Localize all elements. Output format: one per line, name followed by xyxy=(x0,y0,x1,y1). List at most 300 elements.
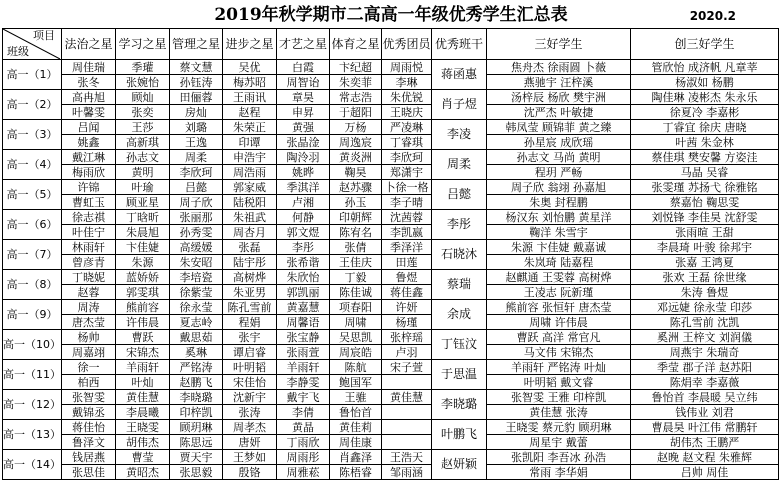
table-cell: 田莲 xyxy=(382,255,432,270)
header-sports-star: 体育之星 xyxy=(330,29,382,60)
table-cell: 房灿 xyxy=(170,105,223,120)
monitor-cell: 石晓沐 xyxy=(432,240,487,270)
monitor-cell: 李晓璐 xyxy=(432,390,487,420)
table-cell: 柏西 xyxy=(62,375,116,390)
table-row xyxy=(3,315,779,330)
table-cell: 叶瑜 xyxy=(116,180,170,195)
table-cell: 张冬 xyxy=(62,75,116,90)
table-cell: 赵麒通 王雯蓉 高树烨 xyxy=(487,270,631,285)
table-cell: 鲁煜 xyxy=(382,270,432,285)
table-row xyxy=(3,375,779,390)
table-cell: 马晶 吴睿 xyxy=(631,165,779,180)
table-cell: 许锦 xyxy=(62,180,116,195)
page-title: 2019年秋学期市二高高一年级优秀学生汇总表 xyxy=(214,5,568,25)
table-row xyxy=(3,360,779,375)
table-cell: 夏志岭 xyxy=(170,315,223,330)
table-cell: 蔡嘉怡 鞠思雯 xyxy=(631,195,779,210)
table-cell: 程娟 xyxy=(223,315,277,330)
table-cell: 李凯嬴 xyxy=(382,225,432,240)
table-cell: 李晓璐 xyxy=(170,390,223,405)
monitor-cell: 李凌 xyxy=(432,120,487,150)
table-cell: 宋锦杰 xyxy=(116,345,170,360)
table-cell: 曹跃 高洋 常官凡 xyxy=(487,330,631,345)
table-cell: 奚洲 王梓文 刘润儀 xyxy=(631,330,779,345)
class-name-cell: 高一（2） xyxy=(3,90,62,120)
table-cell: 王晓雯 xyxy=(116,420,170,435)
table-cell: 钱居燕 xyxy=(62,450,116,465)
table-cell: 卞佳婕 xyxy=(116,240,170,255)
table-cell: 邹雨涵 xyxy=(382,465,432,480)
table-cell: 汤梓辰 杨欣 樊宇洲 xyxy=(487,90,631,105)
table-cell: 章昊 xyxy=(277,90,330,105)
table-row xyxy=(3,240,779,255)
table-cell: 王凌志 阮新瑾 xyxy=(487,285,631,300)
table-cell: 孙玉 xyxy=(330,195,382,210)
table-row xyxy=(3,285,779,300)
table-cell: 谭启睿 xyxy=(223,345,277,360)
table-cell: 周宸皓 xyxy=(330,345,382,360)
table-cell: 戴锦丞 xyxy=(62,405,116,420)
table-cell: 李静雯 xyxy=(277,375,330,390)
header-study-star: 学习之星 xyxy=(116,29,170,60)
table-cell: 卞纪超 xyxy=(330,60,382,75)
table-cell: 焦舟杰 徐雨圆 卜薇 xyxy=(487,60,631,75)
table-row xyxy=(3,195,779,210)
table-cell: 张晶淦 xyxy=(277,135,330,150)
table-cell: 许伟晨 xyxy=(116,315,170,330)
table-cell: 殷铬 xyxy=(223,465,277,480)
class-name-cell: 高一（6） xyxy=(3,210,62,240)
table-cell: 曹虹玉 xyxy=(62,195,116,210)
table-row xyxy=(3,150,779,165)
table-cell: 朱涛 鲁煜 xyxy=(631,285,779,300)
table-cell: 丁雨欣 xyxy=(277,435,330,450)
table-cell: 吴思凯 xyxy=(330,330,382,345)
table-cell: 戴宇飞 xyxy=(277,390,330,405)
table-cell: 张智雯 王雅 印梓凯 xyxy=(487,390,631,405)
table-cell: 王骓 xyxy=(330,390,382,405)
monitor-cell: 肖子煜 xyxy=(432,90,487,120)
table-cell: 张宝静 xyxy=(277,330,330,345)
header-row xyxy=(3,29,779,60)
table-cell: 高新琪 xyxy=(116,135,170,150)
table-cell: 蒋佳怡 xyxy=(62,420,116,435)
table-cell: 张智雯 xyxy=(62,390,116,405)
table-cell: 周逸宸 xyxy=(330,135,382,150)
table-cell: 蓝娇娇 xyxy=(116,270,170,285)
table-cell: 周柔 xyxy=(170,150,223,165)
header-talent-star: 才艺之星 xyxy=(277,29,330,60)
table-cell: 贾天宇 xyxy=(170,450,223,465)
table-row xyxy=(3,180,779,195)
header-management-star: 管理之星 xyxy=(170,29,223,60)
table-cell: 张思佳 xyxy=(62,465,116,480)
table-cell: 朱荣正 xyxy=(223,120,277,135)
table-cell: 张思毅 xyxy=(170,465,223,480)
table-cell: 韩凤莹 顾锦菲 黄之臻 xyxy=(487,120,631,135)
class-name-cell: 高一（7） xyxy=(3,240,62,270)
table-cell: 严铭涛 xyxy=(170,360,223,375)
table-cell: 周子欣 xyxy=(170,195,223,210)
table-row xyxy=(3,435,779,450)
table-cell: 黄佳慧 xyxy=(382,390,432,405)
table-cell: 李子晴 xyxy=(382,195,432,210)
table-cell: 朱优锐 xyxy=(382,90,432,105)
table-cell: 许妍 xyxy=(382,300,432,315)
table-row xyxy=(3,210,779,225)
table-cell: 陈梧睿 xyxy=(330,465,382,480)
table-cell: 蔡佳琪 樊安馨 方姿洼 xyxy=(631,150,779,165)
table-cell: 周啸 许伟晨 xyxy=(487,315,631,330)
table-cell: 徐一 xyxy=(62,360,116,375)
table-cell: 杨淑如 杨鹏 xyxy=(631,75,779,90)
table-cell: 高缓媛 xyxy=(170,240,223,255)
header-create-three-good: 创三好学生 xyxy=(631,29,779,60)
monitor-cell: 周柔 xyxy=(432,150,487,180)
honor-table xyxy=(2,28,779,480)
table-cell: 黄晶 xyxy=(277,420,330,435)
table-cell: 张希谐 xyxy=(277,255,330,270)
class-name-cell: 高一（8） xyxy=(3,270,62,300)
table-cell: 黄嘉慧 xyxy=(277,300,330,315)
table-row xyxy=(3,270,779,285)
table-cell: 黄佳慧 张涛 xyxy=(487,405,631,420)
table-cell: 黄炎洲 xyxy=(330,150,382,165)
corner-item-label: 项目 xyxy=(33,29,55,42)
table-cell: 王莎 xyxy=(116,120,170,135)
table-row xyxy=(3,345,779,360)
table-cell: 鲍国军 xyxy=(330,375,382,390)
class-name-cell: 高一（3） xyxy=(3,120,62,150)
table-cell: 王梦如 xyxy=(223,450,277,465)
table-cell: 陈佳诚 xyxy=(330,285,382,300)
table-cell: 丁晗昕 xyxy=(116,210,170,225)
table-cell: 徐紫莹 xyxy=(170,285,223,300)
table-cell: 邓远婕 徐永莹 印莎 xyxy=(631,300,779,315)
table-cell: 丁睿琪 xyxy=(382,135,432,150)
table-cell: 吕懿 xyxy=(170,180,223,195)
table-cell: 叶灿 xyxy=(116,375,170,390)
table-row xyxy=(3,405,779,420)
table-cell: 陈宥名 xyxy=(330,225,382,240)
table-row xyxy=(3,165,779,180)
table-cell: 李培瓷 xyxy=(170,270,223,285)
table-cell: 朱亚男 xyxy=(223,285,277,300)
table-cell: 李晨曦 xyxy=(116,405,170,420)
table-cell: 李欣珂 xyxy=(382,150,432,165)
table-cell: 鲁怡首 李晨暖 吴立纬 xyxy=(631,390,779,405)
table-cell: 于超阳 xyxy=(330,105,382,120)
table-row xyxy=(3,60,779,75)
table-cell: 唐杰莹 xyxy=(62,315,116,330)
table-cell: 钱伟业 刘君 xyxy=(631,405,779,420)
table-cell: 张嘉 王鸿夏 xyxy=(631,255,779,270)
table-cell: 陈航 xyxy=(330,360,382,375)
table-cell: 孙秀雯 xyxy=(170,225,223,240)
table-row xyxy=(3,225,779,240)
table-cell: 卢羽 xyxy=(382,345,432,360)
table-cell: 张倩 xyxy=(330,240,382,255)
table-cell: 朱安昭 xyxy=(170,255,223,270)
table-cell: 申昇 xyxy=(277,105,330,120)
table-cell: 季瓘 xyxy=(116,60,170,75)
table-cell: 季泽洋 xyxy=(382,240,432,255)
table-cell: 朱源 卞佳婕 戴嘉诚 xyxy=(487,240,631,255)
table-cell: 熊前容 xyxy=(116,300,170,315)
table-cell: 陶泠羽 xyxy=(277,150,330,165)
table-cell: 李彤 xyxy=(277,240,330,255)
table-cell xyxy=(382,435,432,450)
monitor-cell: 蔡瑞 xyxy=(432,270,487,300)
table-cell: 叶佳宁 xyxy=(62,225,116,240)
table-cell: 周啸 xyxy=(330,315,382,330)
header-excellent-cadre: 优秀班干 xyxy=(432,29,487,60)
table-cell: 叶茜 朱金林 xyxy=(631,135,779,150)
table-cell: 张磊 xyxy=(223,240,277,255)
table-cell: 徐永莹 xyxy=(170,300,223,315)
table-cell: 梅苏昭 xyxy=(223,75,277,90)
class-name-cell: 高一（4） xyxy=(3,150,62,180)
header-three-good: 三好学生 xyxy=(487,29,631,60)
table-cell: 陆宇彤 xyxy=(223,255,277,270)
table-cell: 曾彦青 xyxy=(62,255,116,270)
date-label: 2020.2 xyxy=(689,9,736,23)
table-cell: 申浩宇 xyxy=(223,150,277,165)
table-cell: 吴优 xyxy=(223,60,277,75)
table-cell: 戴思茹 xyxy=(170,330,223,345)
class-name-cell: 高一（1） xyxy=(3,60,62,90)
table-cell: 张欢 王磊 徐世缘 xyxy=(631,270,779,285)
table-row xyxy=(3,390,779,405)
table-cell: 赵苏骤 xyxy=(330,180,382,195)
table-cell: 周馨语 xyxy=(277,315,330,330)
monitor-cell: 蒋函惠 xyxy=(432,60,487,90)
table-cell: 郭文煜 xyxy=(277,225,330,240)
table-cell: 叶明韬 xyxy=(223,360,277,375)
table-cell: 卢湘 xyxy=(277,195,330,210)
table-cell: 陈思远 xyxy=(170,435,223,450)
table-cell: 马文伟 宋锦杰 xyxy=(487,345,631,360)
table-cell: 张雨萱 xyxy=(277,345,330,360)
table-cell: 周雅菘 xyxy=(277,465,330,480)
table-cell: 周嘉翊 xyxy=(62,345,116,360)
table-cell: 宋子萱 xyxy=(382,360,432,375)
table-body xyxy=(3,60,779,480)
table-cell: 郭凯丽 xyxy=(277,285,330,300)
table-cell: 张婉怡 xyxy=(116,75,170,90)
corner-cell xyxy=(3,29,62,60)
table-row xyxy=(3,105,779,120)
table-cell: 季淇洋 xyxy=(277,180,330,195)
table-cell: 王佳庆 xyxy=(330,255,382,270)
table-cell: 刘悦锋 李佳昊 沈舒雯 xyxy=(631,210,779,225)
table-cell: 蔡文慧 xyxy=(170,60,223,75)
table-cell: 周星宇 戴蕾 xyxy=(487,435,631,450)
table-cell: 朱源 xyxy=(116,255,170,270)
table-cell: 陈孔雪前 xyxy=(223,300,277,315)
table-row xyxy=(3,90,779,105)
table-cell: 胡伟杰 xyxy=(116,435,170,450)
table-cell: 季莹 郡子洋 赵苏阳 xyxy=(631,360,779,375)
table-cell: 周燕宇 朱瑞奇 xyxy=(631,345,779,360)
table-cell: 羊雨轩 严铭涛 叶灿 xyxy=(487,360,631,375)
table-cell: 戴江琳 xyxy=(62,150,116,165)
table-cell: 陶佳琳 凌彬杰 朱永乐 xyxy=(631,90,779,105)
header-excellent-member: 优秀团员 xyxy=(382,29,432,60)
table-cell: 常志浩 xyxy=(330,90,382,105)
table-cell: 朱奥 封程鹏 xyxy=(487,195,631,210)
table-cell: 孙星宸 成欣瑶 xyxy=(487,135,631,150)
table-cell: 吕帅 周佳 xyxy=(631,465,779,480)
table-cell: 周浩雨 xyxy=(223,165,277,180)
table-cell: 周雨悦 xyxy=(382,60,432,75)
table-cell: 印谭 xyxy=(223,135,277,150)
table-cell: 张凯阳 李吾冰 孙浩 xyxy=(487,450,631,465)
table-row xyxy=(3,330,779,345)
monitor-cell: 赵妍颖 xyxy=(432,450,487,480)
class-name-cell: 高一（13） xyxy=(3,420,62,450)
table-cell: 唐妍 xyxy=(223,435,277,450)
table-cell: 姚鑫 xyxy=(62,135,116,150)
table-cell: 鞠昊 xyxy=(330,165,382,180)
table-cell: 黄明 xyxy=(116,165,170,180)
table-cell: 赵晚 赵文程 朱雅辉 xyxy=(631,450,779,465)
table-row xyxy=(3,465,779,480)
table-cell: 朱岚琦 陆嘉程 xyxy=(487,255,631,270)
table-cell: 李晨琦 叶骏 徐邦宇 xyxy=(631,240,779,255)
table-cell: 朱祖武 xyxy=(223,210,277,225)
table-cell: 燕驰宇 汪梓溪 xyxy=(487,75,631,90)
table-cell: 万杨 xyxy=(330,120,382,135)
table-cell: 曹跃 xyxy=(116,330,170,345)
monitor-cell: 李彤 xyxy=(432,210,487,240)
table-cell: 陈焆幸 李嘉薇 xyxy=(631,375,779,390)
table-cell: 李琳 xyxy=(382,75,432,90)
table-cell: 印梓凯 xyxy=(170,405,223,420)
table-cell: 杨帅 xyxy=(62,330,116,345)
table-cell: 王雨讯 xyxy=(223,90,277,105)
header-progress-star: 进步之星 xyxy=(223,29,277,60)
monitor-cell: 叶鹏飞 xyxy=(432,420,487,450)
table-cell: 朱奕菲 xyxy=(330,75,382,90)
table-cell: 周涛 xyxy=(62,300,116,315)
table-cell: 张奕 xyxy=(116,105,170,120)
table-cell: 肖鑫泽 xyxy=(330,450,382,465)
table-cell: 丁睿宜 徐庆 唐晓 xyxy=(631,120,779,135)
table-cell: 鞠洋 朱雪宇 xyxy=(487,225,631,240)
table-cell: 顾玥琳 xyxy=(170,420,223,435)
table-cell: 郭雯琪 xyxy=(116,285,170,300)
table-cell: 印朝辉 xyxy=(330,210,382,225)
table-cell: 赵蓉 xyxy=(62,285,116,300)
table-cell: 周佳康 xyxy=(330,435,382,450)
table-cell: 黄佳慧 xyxy=(116,390,170,405)
table-cell: 陈孔雪前 沈凯 xyxy=(631,315,779,330)
table-cell: 羊雨轩 xyxy=(277,360,330,375)
table-cell: 叶馨雯 xyxy=(62,105,116,120)
table-cell: 宋佳怡 xyxy=(223,375,277,390)
table-cell: 赵程 xyxy=(223,105,277,120)
table-cell: 徐志祺 xyxy=(62,210,116,225)
table-row xyxy=(3,300,779,315)
monitor-cell: 丁钰汶 xyxy=(432,330,487,360)
table-cell: 项春阳 xyxy=(330,300,382,315)
table-cell: 丁晓妮 xyxy=(62,270,116,285)
table-cell: 林雨轩 xyxy=(62,240,116,255)
table-cell: 周智诒 xyxy=(277,75,330,90)
table-cell: 杨瑾 xyxy=(382,315,432,330)
table-cell: 孙志文 马尚 黄明 xyxy=(487,150,631,165)
table-cell: 徐夏冷 李嘉彬 xyxy=(631,105,779,120)
table-cell: 张丽那 xyxy=(170,210,223,225)
table-cell: 白霞 xyxy=(277,60,330,75)
table-cell xyxy=(382,375,432,390)
table-cell: 张雨暄 王甜 xyxy=(631,225,779,240)
table-cell: 陆税阳 xyxy=(223,195,277,210)
table-cell xyxy=(382,420,432,435)
table-cell: 管欣怡 成济帆 凡章莘 xyxy=(631,60,779,75)
table-cell: 张梓瑶 xyxy=(382,330,432,345)
table-cell: 赵鹏飞 xyxy=(170,375,223,390)
table-cell: 卜徐一格 xyxy=(382,180,432,195)
table-cell: 张涛 xyxy=(223,405,277,420)
table-cell: 周孝杰 xyxy=(223,420,277,435)
table-cell: 叶明韬 戴文睿 xyxy=(487,375,631,390)
table-cell: 羊雨轩 xyxy=(116,360,170,375)
class-name-cell: 高一（11） xyxy=(3,360,62,390)
table-cell: 丁毅 xyxy=(330,270,382,285)
table-cell: 高树烨 xyxy=(223,270,277,285)
table-row xyxy=(3,450,779,465)
table-cell: 王晓雯 蔡元豹 顾玥琳 xyxy=(487,420,631,435)
table-cell: 沈严杰 叶敏捷 xyxy=(487,105,631,120)
table-cell: 奚琳 xyxy=(170,345,223,360)
table-cell: 周杏月 xyxy=(223,225,277,240)
table-cell: 沈新宇 xyxy=(223,390,277,405)
table-cell: 顾灿 xyxy=(116,90,170,105)
table-cell: 程玥 严畅 xyxy=(487,165,631,180)
table-cell: 王晓庆 xyxy=(382,105,432,120)
corner-class-label: 班级 xyxy=(7,45,29,58)
monitor-cell: 吕懿 xyxy=(432,180,487,210)
table-cell: 李欣珂 xyxy=(170,165,223,180)
table-row xyxy=(3,120,779,135)
table-cell: 姚晔 xyxy=(277,165,330,180)
table-cell: 黄佳莉 xyxy=(330,420,382,435)
class-name-cell: 高一（9） xyxy=(3,300,62,330)
table-cell: 梅雨欣 xyxy=(62,165,116,180)
table-cell: 鲁怡首 xyxy=(330,405,382,420)
table-cell: 郑潇宇 xyxy=(382,165,432,180)
table-cell: 张宇 xyxy=(223,330,277,345)
table-cell: 王逸 xyxy=(170,135,223,150)
table-cell: 黄昭杰 xyxy=(116,465,170,480)
table-cell: 何静 xyxy=(277,210,330,225)
class-name-cell: 高一（12） xyxy=(3,390,62,420)
table-cell: 刘璐 xyxy=(170,120,223,135)
table-cell: 张雯瑾 苏扬弋 徐雅铭 xyxy=(631,180,779,195)
table-cell: 周雨彤 xyxy=(277,450,330,465)
header-law-star: 法治之星 xyxy=(62,29,116,60)
table-cell: 蒋佳鑫 xyxy=(382,285,432,300)
table-cell: 严凌琳 xyxy=(382,120,432,135)
table-cell: 胡伟杰 王鹏严 xyxy=(631,435,779,450)
table-cell: 曹晨昊 叶江伟 常鹏轩 xyxy=(631,420,779,435)
table-cell: 沈茜蓉 xyxy=(382,210,432,225)
table-cell: 田俪蓉 xyxy=(170,90,223,105)
table-cell: 孙志文 xyxy=(116,150,170,165)
class-name-cell: 高一（5） xyxy=(3,180,62,210)
